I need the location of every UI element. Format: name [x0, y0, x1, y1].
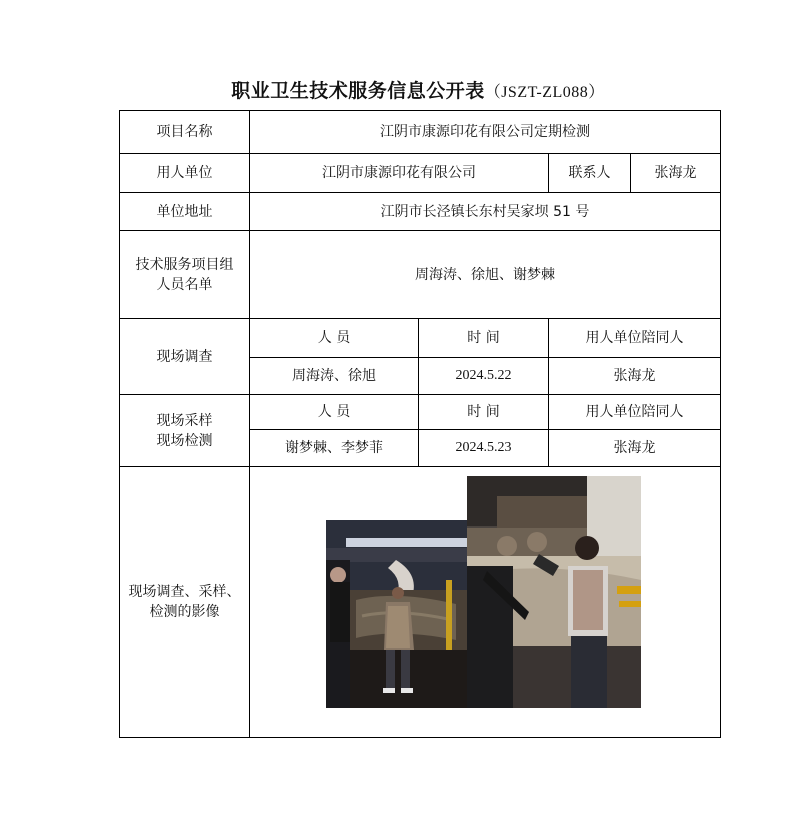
- form-title: [0, 76, 793, 103]
- sampling-time: 2024.5.23: [419, 430, 549, 467]
- project-name-value: 江阴市康源印花有限公司定期检测: [250, 111, 721, 154]
- sampling-col-time: 时 间: [419, 395, 549, 430]
- row-project-name: [120, 111, 721, 154]
- images-label-line2: 检测的影像: [149, 604, 220, 620]
- team-label-line2: 人员名单: [156, 276, 213, 293]
- team-label: [120, 231, 250, 319]
- survey-person: 周海涛、徐旭: [250, 358, 419, 395]
- sampling-col-person: 人 员: [250, 395, 419, 430]
- row-sampling-header: [120, 395, 721, 430]
- sampling-label: [120, 395, 250, 467]
- contact-label: 联系人: [549, 154, 631, 193]
- site-photo-2: [467, 476, 641, 708]
- site-photo-1-drawing: [326, 520, 467, 708]
- team-value: 周海涛、徐旭、谢梦棘: [250, 231, 721, 319]
- row-team: [120, 231, 721, 319]
- project-name-label: 项目名称: [120, 111, 250, 154]
- employer-label: 用人单位: [120, 154, 250, 193]
- address-value: 江阴市长泾镇长东村吴家坝 51 号: [250, 193, 721, 231]
- sampling-col-escort: 用人单位陪同人: [549, 395, 721, 430]
- title-code: （JSZT-ZL088）: [484, 84, 605, 101]
- survey-escort: 张海龙: [549, 358, 721, 395]
- sampling-person: 谢梦棘、李梦菲: [250, 430, 419, 467]
- images-label-line1: 现场调查、采样、: [128, 584, 241, 600]
- row-employer: [120, 154, 721, 193]
- survey-col-escort: 用人单位陪同人: [549, 319, 721, 358]
- title-text: 职业卫生技术服务信息公开表: [231, 80, 485, 102]
- employer-value: 江阴市康源印花有限公司: [250, 154, 549, 193]
- sampling-label-line1: 现场采样: [156, 412, 213, 429]
- survey-time: 2024.5.22: [419, 358, 549, 395]
- survey-label: 现场调查: [120, 319, 250, 395]
- contact-value: 张海龙: [631, 154, 721, 193]
- sampling-escort: 张海龙: [549, 430, 721, 467]
- sampling-label-line2: 现场检测: [156, 432, 213, 449]
- site-photo-1: [326, 520, 467, 708]
- row-survey-header: [120, 319, 721, 358]
- survey-col-person: 人 员: [250, 319, 419, 358]
- team-label-line1: 技术服务项目组: [135, 256, 234, 273]
- address-label: 单位地址: [120, 193, 250, 231]
- row-address: [120, 193, 721, 231]
- site-photo-2-drawing: [467, 476, 641, 708]
- survey-col-time: 时 间: [419, 319, 549, 358]
- images-label: [120, 467, 250, 738]
